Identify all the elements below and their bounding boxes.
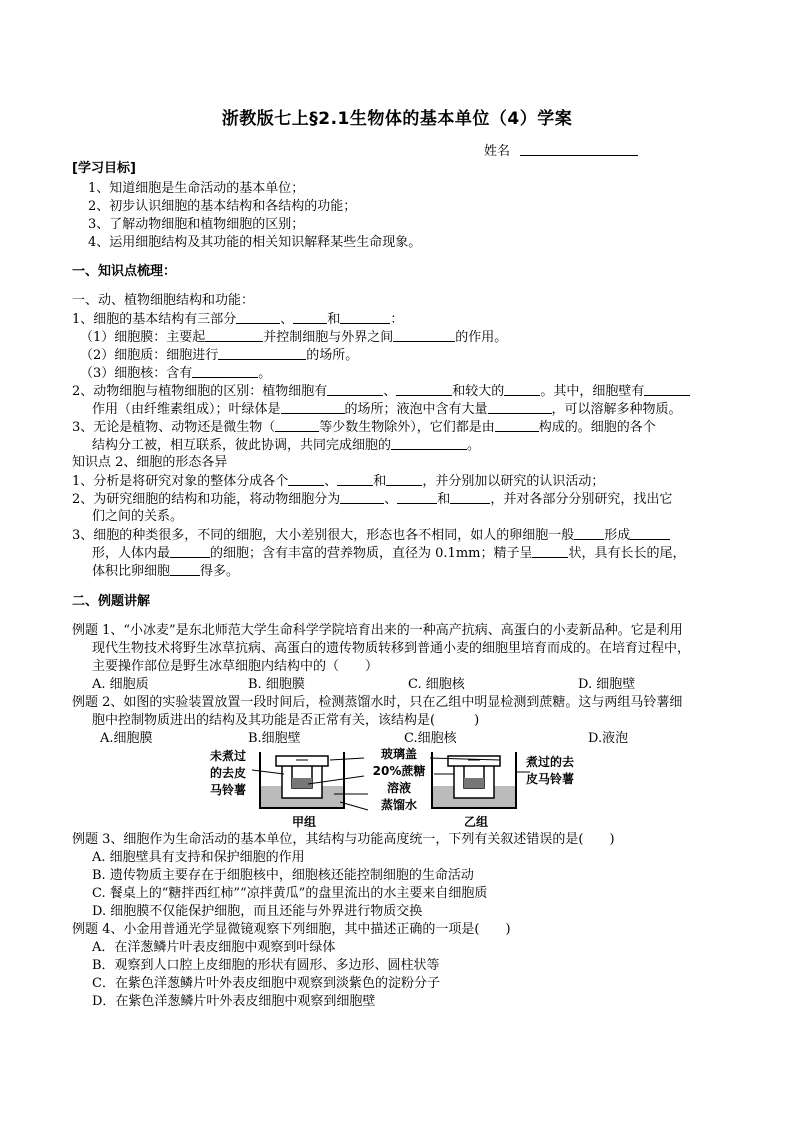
page-title: 浙教版七上§2.1生物体的基本单位（4）学案 <box>221 109 573 129</box>
fill-in-blank[interactable] <box>391 437 467 450</box>
text-line-l10 <box>80 347 358 364</box>
text-segment: （1）细胞膜：主要起 <box>80 330 206 345</box>
fill-in-blank[interactable] <box>644 383 690 396</box>
text-segment: [学习目标] <box>72 161 136 176</box>
text-segment: D. 细胞膜不仅能保护细胞，而且还能与外界进行物质交换 <box>92 904 423 919</box>
text-line-l25 <box>92 641 690 657</box>
text-line-l27d <box>578 677 635 693</box>
fill-in-blank[interactable] <box>288 473 324 486</box>
fill-in-blank[interactable] <box>393 329 455 342</box>
text-segment: 和 <box>327 312 341 327</box>
text-segment: 一、知识点梳理： <box>72 264 177 279</box>
text-line-l13 <box>92 401 682 418</box>
text-segment: 。 <box>467 438 481 453</box>
text-line-l27b <box>248 677 305 693</box>
text-segment: 二、例题讲解 <box>72 594 151 609</box>
fill-in-blank[interactable] <box>236 311 280 324</box>
text-segment: B．观察到人口腔上皮细胞的形状有圆形、多边形、圆柱状等 <box>92 958 440 973</box>
text-line-l22 <box>92 563 239 580</box>
text-segment: 1、分析是将研究对象的整体分成各个 <box>72 474 289 489</box>
text-line-l09 <box>80 329 507 346</box>
text-segment: D. 细胞壁 <box>578 677 636 692</box>
fill-in-blank[interactable] <box>488 401 552 414</box>
text-line-l30a <box>100 731 153 747</box>
text-segment: 的场所；液泡中含有大量 <box>344 402 488 417</box>
text-line-l01 <box>72 161 136 177</box>
text-line-l37 <box>92 940 335 956</box>
text-line-l06 <box>72 264 176 280</box>
name-label: 姓名 <box>484 144 511 159</box>
text-segment: 胞中控制物质进出的结构及其功能是否正常有关，该结构是( ) <box>92 713 480 728</box>
text-segment: 体积比卵细胞 <box>92 564 171 579</box>
text-line-l11 <box>80 365 271 382</box>
text-line-l18 <box>72 491 672 508</box>
text-line-l08 <box>72 311 403 328</box>
text-segment: 、 <box>280 312 294 327</box>
text-segment: 1、知道细胞是生命活动的基本单位； <box>88 181 305 196</box>
name-blank[interactable] <box>520 143 638 156</box>
text-segment: （2）细胞质：细胞进行 <box>80 348 219 363</box>
fill-in-blank[interactable] <box>340 491 384 504</box>
fill-in-blank[interactable] <box>504 383 540 396</box>
text-segment: 例题 2、如图的实验装置放置一段时间后，检测蒸馏水时，只在乙组中明显检测到蔗糖。这与两组马铃薯细 <box>72 695 683 710</box>
text-line-l15 <box>92 437 480 454</box>
fill-in-blank[interactable] <box>397 491 437 504</box>
text-segment: 主要操作部位是野生冰草细胞内结构中的（ ） <box>92 659 379 674</box>
text-line-l12 <box>72 383 690 400</box>
text-segment: A.细胞膜 <box>100 731 153 746</box>
text-segment: A．在洋葱鳞片叶表皮细胞中观察到叶绿体 <box>92 940 336 955</box>
text-segment: 。 <box>258 366 272 381</box>
text-segment: 例题 3、细胞作为生命活动的基本单位，其结构与功能高度统一，下列有关叙述错误的是( ) <box>72 832 615 847</box>
text-line-l26 <box>92 659 378 675</box>
text-segment: 形成 <box>604 528 631 543</box>
text-line-l40 <box>92 994 375 1010</box>
text-line-l04 <box>88 217 304 233</box>
text-segment: ，可以溶解多种物质。 <box>551 402 682 417</box>
fill-in-blank[interactable] <box>340 311 390 324</box>
text-segment: 一、动、植物细胞结构和功能： <box>72 293 255 308</box>
fill-in-blank[interactable] <box>281 401 345 414</box>
text-segment: 现代生物技术将野生冰草抗病、高蛋白的遗传物质转移到普通小麦的细胞里培育而成的。在培育过程中， <box>92 641 691 656</box>
fill-in-blank[interactable] <box>337 473 373 486</box>
text-segment: ，并分别加以研究的认识活动； <box>422 474 605 489</box>
text-segment: A. 细胞质 <box>92 677 149 692</box>
text-line-l35 <box>92 904 422 920</box>
beaker-group-b <box>432 752 516 808</box>
text-segment: C. 细胞核 <box>408 677 465 692</box>
name-field <box>484 140 638 159</box>
text-line-l27c <box>408 677 465 693</box>
text-segment: 状，具有长长的尾， <box>568 546 686 561</box>
text-line-l17 <box>72 473 604 490</box>
text-line-l32 <box>92 850 305 866</box>
text-segment: 和 <box>437 492 451 507</box>
label-untreated-potato: 未煮过 的去皮 马铃薯 <box>210 749 247 797</box>
text-segment: C．在紫色洋葱鳞片叶外表皮细胞中观察到淡紫色的淀粉分子 <box>92 976 440 991</box>
fill-in-blank[interactable] <box>327 383 383 396</box>
fill-in-blank[interactable] <box>170 545 210 558</box>
text-segment: C. 餐桌上的“糖拌西红柿”“凉拌黄瓜”的盘里流出的水主要来自细胞质 <box>92 886 488 901</box>
text-segment: 。其中，细胞壁有 <box>540 384 645 399</box>
text-segment: 并控制细胞与外界之间 <box>263 330 394 345</box>
text-segment: 作用（由纤维素组成）；叶绿体是 <box>92 402 281 417</box>
text-segment: 例题 1、“小冰麦”是东北师范大学生命科学学院培育出来的一种高产抗病、高蛋白的小麦新品种。它是利用 <box>72 623 683 638</box>
text-line-l28 <box>72 695 682 711</box>
text-line-l30d <box>588 731 628 747</box>
label-group-b: 乙组 <box>464 815 489 829</box>
text-segment: B.细胞壁 <box>248 731 301 746</box>
text-segment: 知识点 2、细胞的形态各异 <box>72 455 228 470</box>
text-line-l31 <box>72 832 615 848</box>
text-segment: 的作用。 <box>455 330 508 345</box>
text-segment: B. 细胞膜 <box>248 677 305 692</box>
experiment-figure <box>200 748 590 832</box>
text-segment: D．在紫色洋葱鳞片叶外表皮细胞中观察到细胞壁 <box>92 994 376 1009</box>
text-segment: 们之间的关系。 <box>92 509 184 524</box>
text-line-l24 <box>72 623 683 639</box>
text-line-l21 <box>92 545 686 562</box>
fill-in-blank[interactable] <box>205 329 263 342</box>
fill-in-blank[interactable] <box>293 311 327 324</box>
text-segment: 2、初步认识细胞的基本结构和各结构的功能； <box>88 199 357 214</box>
text-segment: 等少数生物除外），它们都是由 <box>319 420 495 435</box>
text-segment: ： <box>390 312 404 327</box>
text-line-l30c <box>404 731 457 747</box>
fill-in-blank[interactable] <box>450 491 490 504</box>
text-line-l20 <box>72 527 670 544</box>
fill-in-blank[interactable] <box>192 365 258 378</box>
text-line-l23 <box>72 594 150 610</box>
text-line-l07 <box>72 293 254 309</box>
text-segment: 2、为研究细胞的结构和功能，将动物细胞分为 <box>72 492 341 507</box>
fill-in-blank[interactable] <box>574 527 604 540</box>
text-segment: 和较大的 <box>452 384 505 399</box>
label-center-column: 玻璃盖 20%蔗糖 溶液 蒸馏水 <box>372 747 426 812</box>
text-segment: （3）细胞核：含有 <box>80 366 193 381</box>
text-line-l39 <box>92 976 440 992</box>
fill-in-blank[interactable] <box>275 419 319 432</box>
text-line-l27a <box>92 677 149 693</box>
text-segment: 2、动物细胞与植物细胞的区别：植物细胞有 <box>72 384 328 399</box>
fill-in-blank[interactable] <box>532 545 568 558</box>
text-line-l30b <box>248 731 301 747</box>
fill-in-blank[interactable] <box>396 383 452 396</box>
text-segment: A. 细胞壁具有支持和保护细胞的作用 <box>92 850 305 865</box>
text-segment: 的细胞；含有丰富的营养物质，直径为 0.1mm；精子呈 <box>210 546 533 561</box>
text-line-l05 <box>88 235 421 251</box>
fill-in-blank[interactable] <box>170 563 200 576</box>
text-segment: 的场所。 <box>306 348 359 363</box>
text-segment: ，并对各部分分别研究，找出它 <box>490 492 673 507</box>
text-segment: 3、无论是植物、动物还是微生物（ <box>72 420 276 435</box>
text-segment: 3、了解动物细胞和植物细胞的区别； <box>88 217 305 232</box>
text-segment: 3、细胞的种类很多，不同的细胞，大小差别很大，形态也各不相同，如人的卵细胞一般 <box>72 528 575 543</box>
text-segment: 和 <box>373 474 387 489</box>
text-line-l36 <box>72 922 511 938</box>
fill-in-blank[interactable] <box>495 419 539 432</box>
fill-in-blank[interactable] <box>386 473 422 486</box>
text-line-l14 <box>72 419 656 436</box>
text-segment: 例题 4、小金用普通光学显微镜观察下列细胞，其中描述正确的一项是( ) <box>72 922 511 937</box>
text-segment: D.液泡 <box>588 731 629 746</box>
fill-in-blank[interactable] <box>218 347 306 360</box>
text-line-l03 <box>88 199 356 215</box>
text-line-l34 <box>92 886 487 902</box>
label-boiled-potato: 煮过的去 皮马铃薯 <box>526 755 575 786</box>
text-line-l33 <box>92 868 474 884</box>
text-segment: C.细胞核 <box>404 731 457 746</box>
text-segment: 结构分工被，相互联系，彼此协调，共同完成细胞的 <box>92 438 392 453</box>
text-segment: 形，人体内最 <box>92 546 171 561</box>
text-line-l19 <box>92 509 183 525</box>
text-segment: 得多。 <box>200 564 240 579</box>
text-line-l38 <box>92 958 440 974</box>
text-segment: 构成的。细胞的各个 <box>538 420 656 435</box>
text-segment: B. 遗传物质主要存在于细胞核中，细胞核还能控制细胞的生命活动 <box>92 868 474 883</box>
text-segment: 、 <box>384 492 398 507</box>
text-segment: 、 <box>383 384 397 399</box>
text-segment: 、 <box>324 474 338 489</box>
label-group-a: 甲组 <box>292 815 317 829</box>
text-segment: 4、运用细胞结构及其功能的相关知识解释某些生命现象。 <box>88 235 422 250</box>
text-line-l02 <box>88 181 304 197</box>
text-line-l29 <box>92 713 479 729</box>
fill-in-blank[interactable] <box>630 527 670 540</box>
text-line-l16 <box>72 455 227 471</box>
text-segment: 1、细胞的基本结构有三部分 <box>72 312 237 327</box>
